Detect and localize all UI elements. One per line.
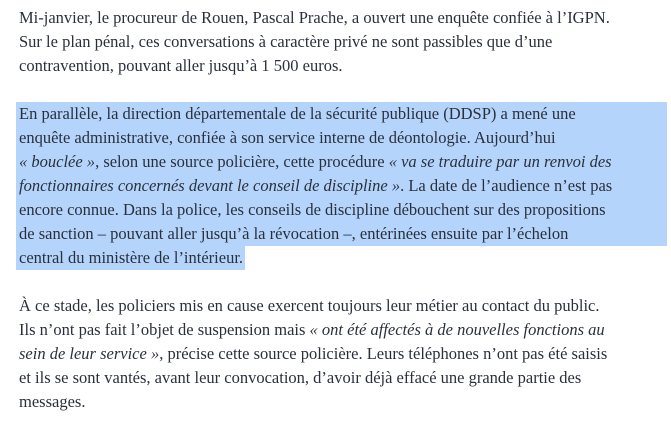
article-body xyxy=(19,6,659,438)
quote-nouvelles-fonctions: « ont été affectés à de nouvelles fonctions au xyxy=(309,320,605,339)
paragraph-investigation xyxy=(19,6,659,78)
text-fragment: Ils n’ont pas fait l’objet de suspension mais xyxy=(19,320,310,339)
text-line: Mi-janvier, le procureur de Rouen, Pascal Prache, a ouvert une enquête confiée à l’IGPN. xyxy=(19,8,610,27)
text-line: Sur le plan pénal, ces conversations à caractère privé ne sont passibles que d’une xyxy=(19,32,553,51)
text-line: À ce stade, les policiers mis en cause exercent toujours leur métier au contact du public. xyxy=(19,296,600,315)
paragraph-current-status xyxy=(19,294,659,414)
text-line xyxy=(19,318,659,342)
quote-renvoi: « va se traduire par un renvoi des xyxy=(388,152,612,171)
paragraph-selected-text[interactable] xyxy=(19,102,659,270)
selected-text-line: enquête administrative, confiée à son service interne de déontologie. Aujourd’hui xyxy=(16,126,667,150)
quote-bouclee: « bouclée » xyxy=(19,152,96,171)
quote-conseil-discipline: fonctionnaires concernés devant le conseil de discipline » xyxy=(19,176,401,195)
selected-text-line: En parallèle, la direction départementale de la sécurité publique (DDSP) a mené une xyxy=(16,102,667,126)
selected-text-line xyxy=(16,174,667,198)
text-line: et ils se sont vantés, avant leur convocation, d’avoir déjà effacé une grande partie des xyxy=(19,368,582,387)
text-fragment: , selon une source policière, cette procédure xyxy=(95,152,389,171)
text-line xyxy=(19,342,659,366)
text-fragment: , précise cette source policière. Leurs téléphones n’ont pas été saisis xyxy=(159,344,608,363)
text-fragment: . La date de l’audience n’est pas xyxy=(400,176,613,195)
selected-text-line xyxy=(16,150,667,174)
selected-text-line: encore connue. Dans la police, les conseils de discipline débouchent sur des propositions xyxy=(16,198,667,222)
selected-text-line: de sanction – pouvant aller jusqu’à la révocation –, entérinées ensuite par l’échelon xyxy=(16,222,667,246)
quote-sein-service: sein de leur service » xyxy=(19,344,160,363)
selected-text-line: central du ministère de l’intérieur. xyxy=(16,246,245,270)
text-line: contravention, pouvant aller jusqu’à 1 500 euros. xyxy=(19,56,343,75)
text-line: messages. xyxy=(19,392,86,411)
